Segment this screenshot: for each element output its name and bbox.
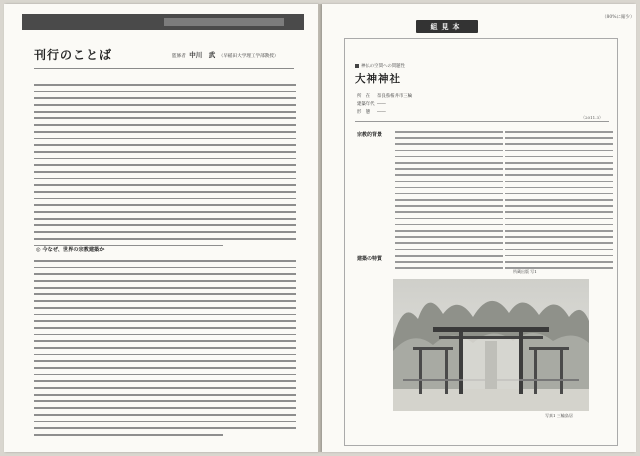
- shrine-photo: [393, 279, 589, 411]
- meta-row-location: 所 在 奈良県桜井市三輪: [357, 94, 413, 99]
- square-bullet-icon: [355, 64, 359, 68]
- page-title: 刊行のことば: [34, 48, 113, 62]
- body-paragraph-2: [34, 260, 296, 441]
- meta-row-era: 建築年代 ――: [357, 102, 386, 107]
- section-heading: ◎ 今なぜ、世界の宗教建築か: [36, 247, 105, 253]
- shrine-title: 大神神社: [355, 73, 401, 85]
- body-paragraph-1: [34, 84, 296, 251]
- meta-rule: [355, 121, 609, 122]
- series-caption: 神仏の空間への問題性: [355, 63, 405, 69]
- title-rule: [34, 68, 294, 69]
- author-affiliation: （早稲田大学理工学部教授）: [218, 54, 279, 59]
- text-column-3: [395, 255, 503, 274]
- author-line: [172, 50, 278, 59]
- sample-frame: [344, 38, 618, 446]
- text-column-1: [395, 131, 503, 273]
- photo-small-caption: 所蔵出版 写1: [513, 269, 537, 274]
- photo-caption: 写真1 三輪鳥居: [545, 413, 573, 418]
- author-role: 監修者: [172, 54, 186, 59]
- left-page: [4, 4, 318, 452]
- header-decoration: [164, 18, 284, 26]
- label-features: 建築の特質: [357, 256, 383, 262]
- torii-gate-image: [393, 279, 589, 411]
- sample-badge: 組見本: [416, 20, 478, 33]
- right-page: [322, 4, 636, 452]
- text-column-2: [505, 131, 613, 273]
- label-background: 宗教的背景: [357, 132, 383, 138]
- scale-note: （80%に縮少）: [602, 15, 635, 20]
- meta-note: （2011.3）: [581, 115, 603, 120]
- author-name: 中川 武: [189, 51, 216, 59]
- meta-row-form: 形 態 ――: [357, 110, 386, 115]
